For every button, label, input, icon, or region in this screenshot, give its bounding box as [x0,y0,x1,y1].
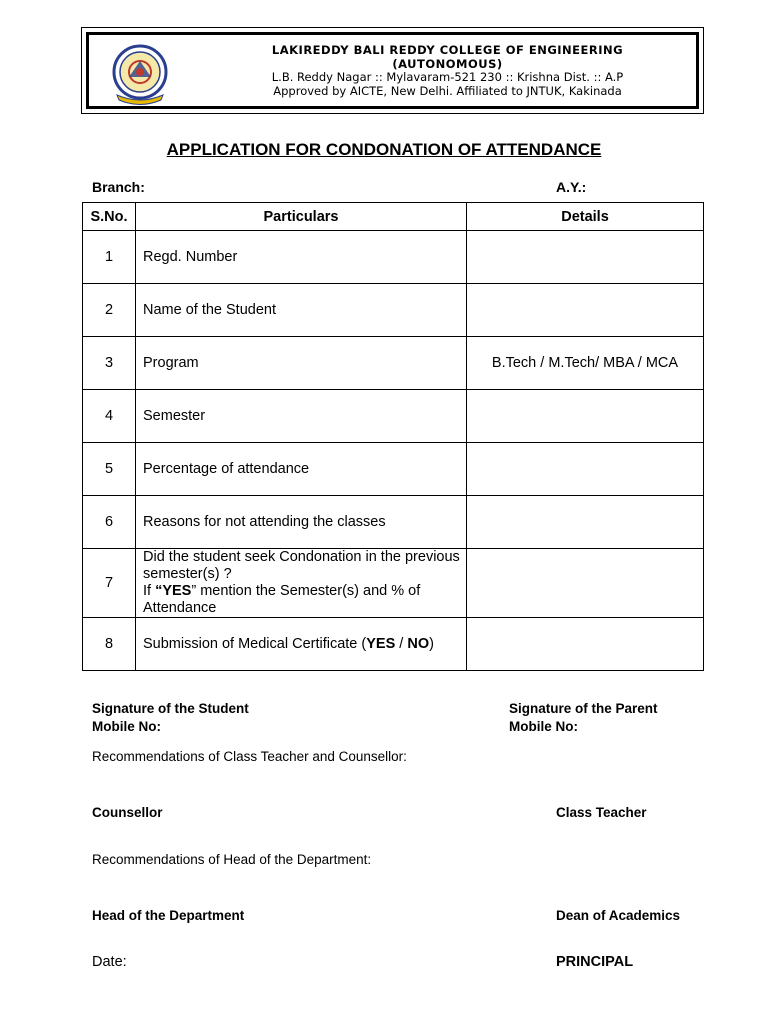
dean-label: Dean of Academics [556,908,681,923]
counsellor-label: Counsellor [92,805,163,820]
row-details-field[interactable]: B.Tech / M.Tech/ MBA / MCA [467,337,704,390]
row-sno: 7 [83,549,136,618]
parent-signature-label: Signature of the Parent [509,701,658,716]
row-particulars [136,618,467,671]
yes-option: YES [366,635,396,652]
branch-label: Branch: [92,179,145,195]
question-text: Did the student seek Condonation in the previous semester(s) ? [143,549,460,582]
academic-year-label: A.Y.: [556,179,587,195]
row-details-field[interactable] [467,618,704,671]
row-sno: 6 [83,496,136,549]
if-text: If [143,583,156,599]
particulars-table [82,202,704,671]
college-name: LAKIREDDY BALI REDDY COLLEGE OF ENGINEERING [271,43,624,57]
college-approval: Approved by AICTE, New Delhi. Affiliated to JNTUK, Kakinada [273,83,622,98]
row-details-field[interactable] [467,231,704,284]
table-row [83,496,704,549]
principal-label: PRINCIPAL [556,954,634,970]
college-address: L.B. Reddy Nagar :: Mylavaram-521 230 :: Krishna Dist. :: A.P [271,70,624,84]
row-details-field[interactable] [467,390,704,443]
row-sno: 3 [83,337,136,390]
row-details-field[interactable] [467,284,704,337]
header-sno: S.No. [83,203,136,231]
row-details-field[interactable] [467,549,704,618]
row-particulars [136,549,467,618]
table-row [83,549,704,618]
no-option: NO [407,635,430,652]
table-row [83,337,704,390]
row-sno: 5 [83,443,136,496]
letterhead [81,27,704,114]
hod-label: Head of the Department [92,908,245,923]
date-label: Date: [92,954,127,970]
table-row [83,618,704,671]
autonomous-label: (AUTONOMOUS) [392,56,503,71]
college-seal-icon [107,41,173,107]
medical-cert-text: Submission of Medical Certificate ( [143,635,367,652]
option-separator: / [395,635,408,652]
row-particulars: Semester [136,390,467,443]
parent-mobile-label: Mobile No: [509,719,578,734]
table-header-row [83,203,704,231]
row-sno: 1 [83,231,136,284]
row-particulars: Name of the Student [136,284,467,337]
row-sno: 8 [83,618,136,671]
row-particulars: Percentage of attendance [136,443,467,496]
college-info [209,44,686,98]
row-details-field[interactable] [467,443,704,496]
header-particulars: Particulars [136,203,467,231]
close-paren: ) [429,635,434,652]
table-row [83,443,704,496]
row-sno: 2 [83,284,136,337]
letterhead-inner-border [86,32,699,109]
row-details-field[interactable] [467,496,704,549]
yes-emphasis: “YES [155,583,192,599]
form-title: APPLICATION FOR CONDONATION OF ATTENDANCE [166,140,602,159]
row-particulars: Regd. Number [136,231,467,284]
student-signature-label: Signature of the Student [92,701,249,716]
instruction-text: ” mention the Semester(s) and % of Attendance [143,583,421,616]
table-row [83,390,704,443]
header-details: Details [467,203,704,231]
table-row [83,231,704,284]
row-particulars: Reasons for not attending the classes [136,496,467,549]
table-row [83,284,704,337]
student-mobile-label: Mobile No: [92,719,161,734]
row-sno: 4 [83,390,136,443]
teacher-recommendation-label: Recommendations of Class Teacher and Counsellor: [92,749,407,764]
class-teacher-label: Class Teacher [556,805,647,820]
hod-recommendation-label: Recommendations of Head of the Department: [92,852,372,867]
row-particulars: Program [136,337,467,390]
